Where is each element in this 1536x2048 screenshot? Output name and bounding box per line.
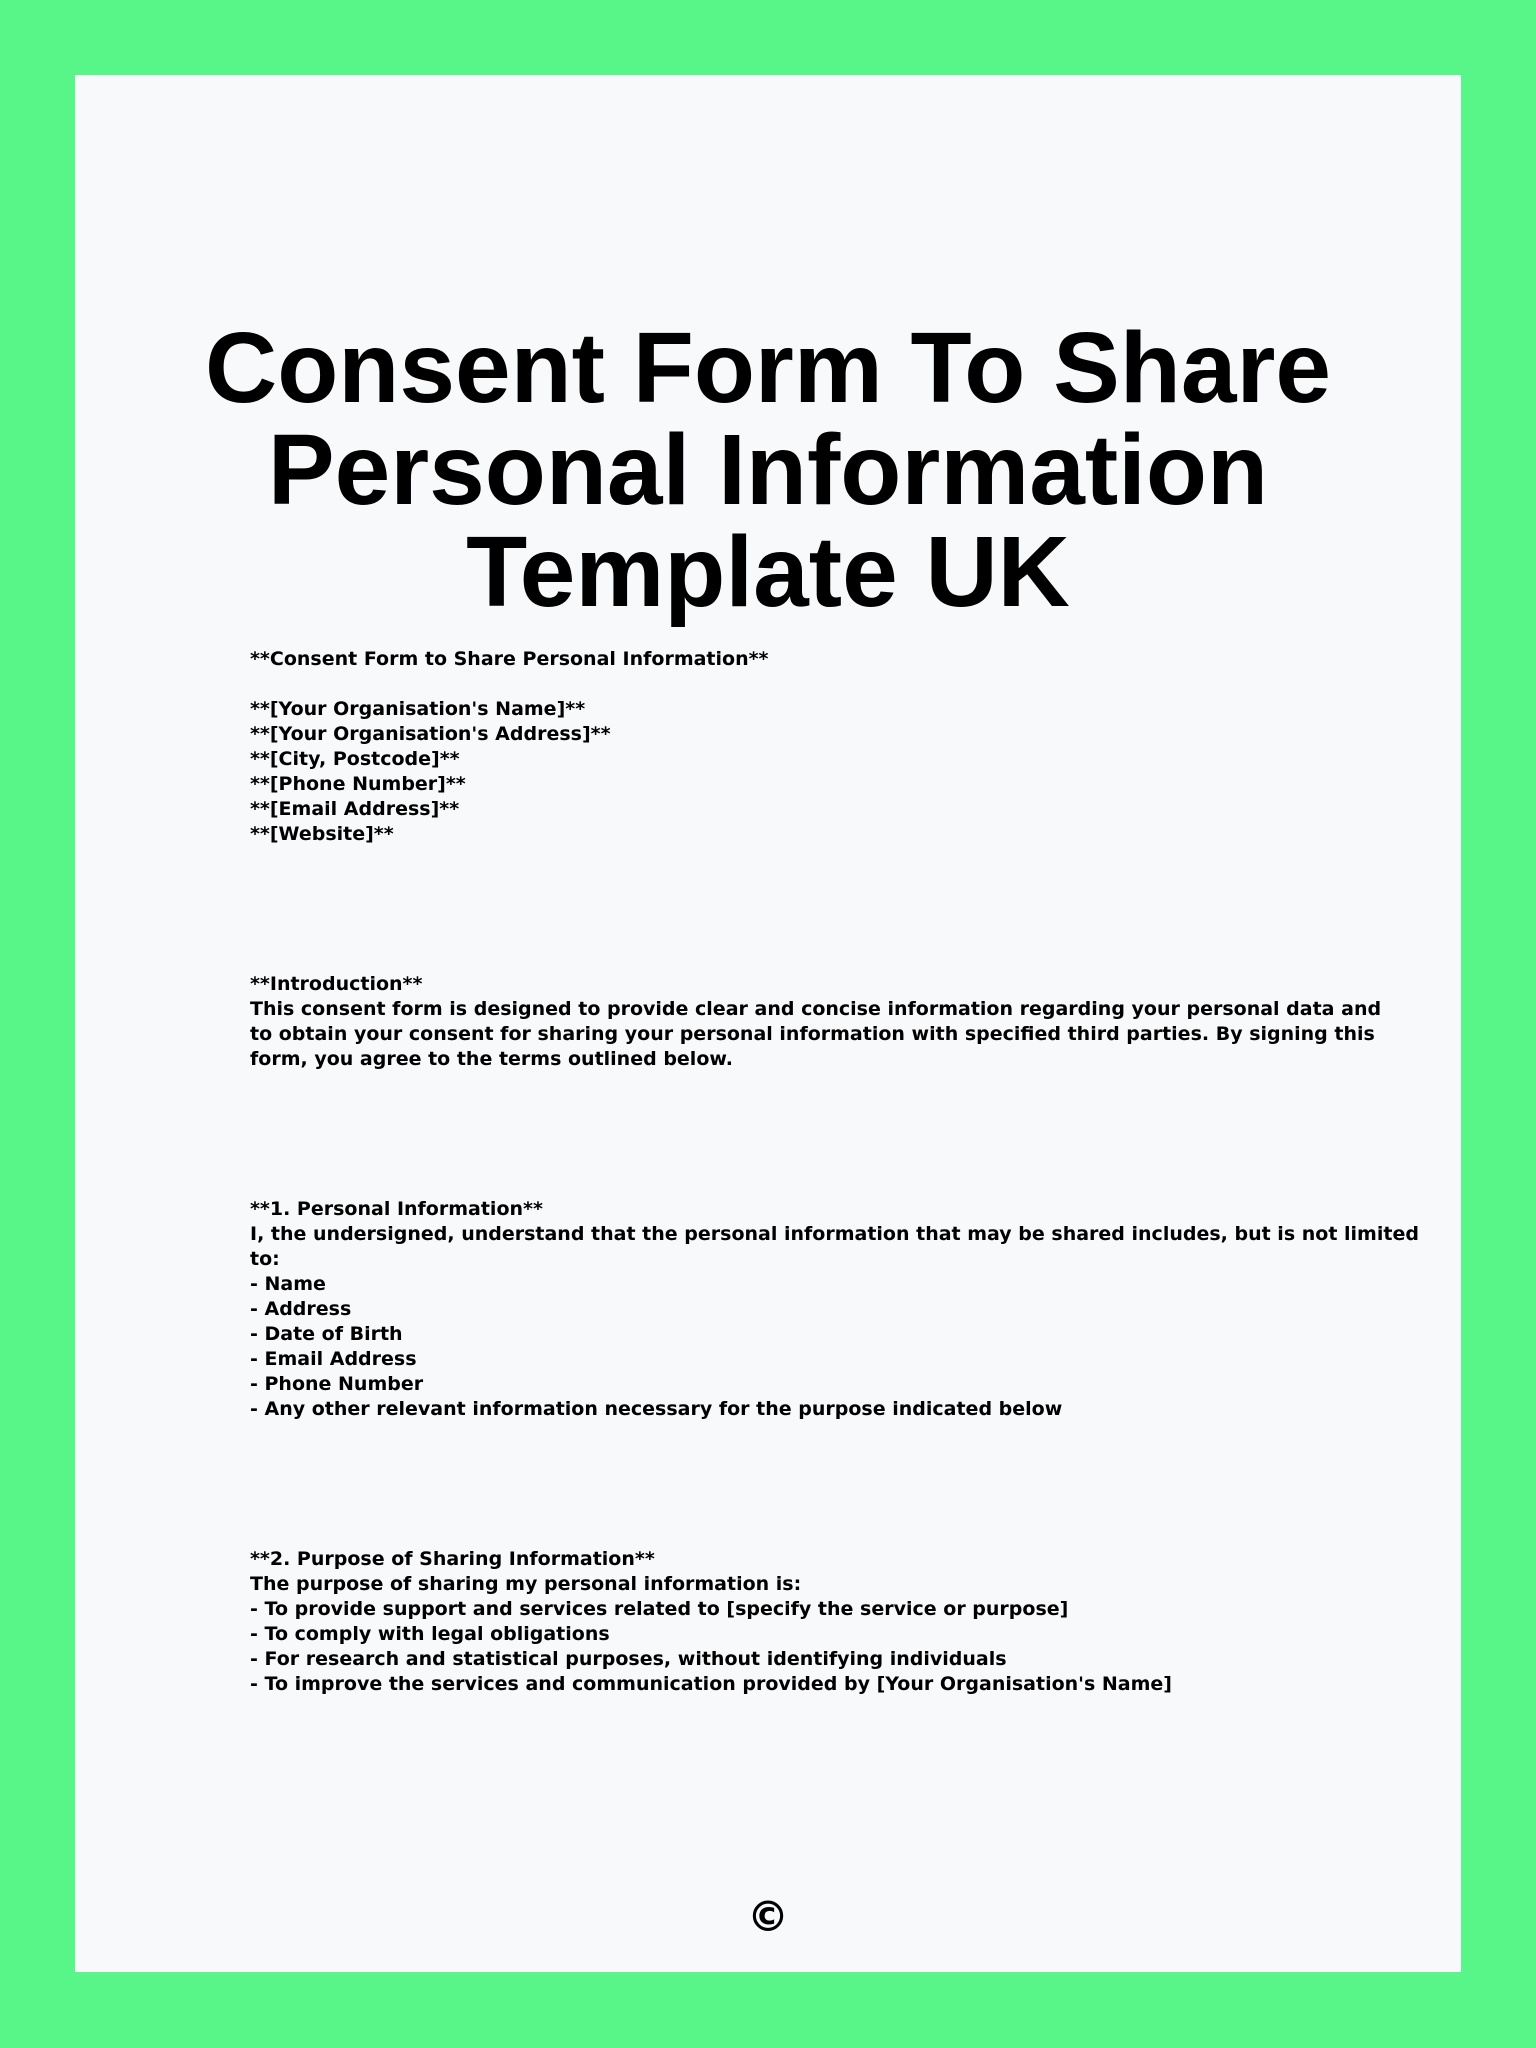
org-address: **[Your Organisation's Address]** (250, 723, 611, 745)
org-name: **[Your Organisation's Name]** (250, 698, 586, 720)
paragraph-line: to: (250, 1248, 280, 1270)
form-heading-block (250, 647, 768, 672)
list-item: - Email Address (250, 1348, 417, 1370)
document-page (75, 75, 1461, 1972)
paragraph-line: This consent form is designed to provide clear and concise information regarding your personal data and (250, 998, 1382, 1020)
list-item: - Name (250, 1273, 326, 1295)
introduction-section (250, 972, 1381, 1072)
list-item: - Address (250, 1298, 352, 1320)
purpose-section (250, 1547, 1172, 1697)
paragraph-line: The purpose of sharing my personal information is: (250, 1573, 802, 1595)
paragraph-line: to obtain your consent for sharing your personal information with specified third parties. By signing this (250, 1023, 1375, 1045)
title-line: Personal Information (267, 414, 1269, 526)
org-phone: **[Phone Number]** (250, 773, 466, 795)
paragraph-line: form, you agree to the terms outlined below. (250, 1048, 733, 1070)
org-email: **[Email Address]** (250, 798, 460, 820)
organisation-details (250, 697, 611, 847)
section-heading: **1. Personal Information** (250, 1198, 543, 1220)
paragraph-line: I, the undersigned, understand that the personal information that may be shared includes, but is not limited (250, 1223, 1419, 1245)
list-item: - Date of Birth (250, 1323, 403, 1345)
copyright-icon: © (747, 1892, 789, 1941)
personal-information-section (250, 1197, 1419, 1422)
list-item: - To provide support and services related to [specify the service or purpose] (250, 1598, 1069, 1620)
list-item: - Phone Number (250, 1373, 424, 1395)
list-item: - For research and statistical purposes, without identifying individuals (250, 1648, 1007, 1670)
section-heading: **Introduction** (250, 973, 423, 995)
list-item: - To improve the services and communication provided by [Your Organisation's Name] (250, 1673, 1172, 1695)
document-title (75, 312, 1461, 628)
list-item: - To comply with legal obligations (250, 1623, 610, 1645)
title-line: Template UK (466, 516, 1070, 628)
list-item: - Any other relevant information necessary for the purpose indicated below (250, 1398, 1063, 1420)
section-heading: **2. Purpose of Sharing Information** (250, 1548, 655, 1570)
org-website: **[Website]** (250, 823, 394, 845)
org-city-postcode: **[City, Postcode]** (250, 748, 460, 770)
form-heading: **Consent Form to Share Personal Information** (250, 648, 769, 670)
title-line: Consent Form To Share (204, 312, 1332, 424)
